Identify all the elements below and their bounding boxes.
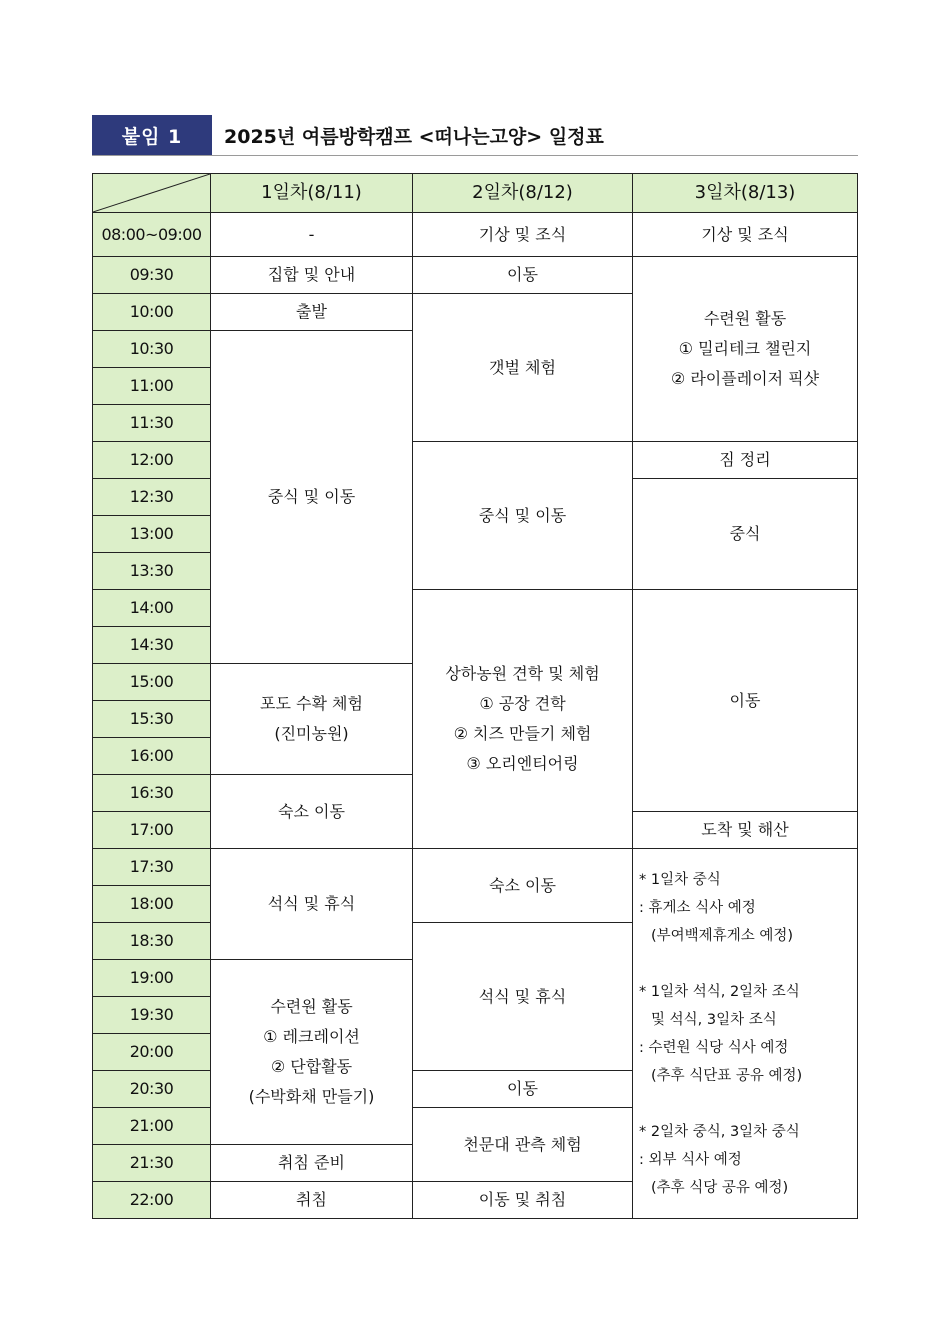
note-line: (추후 식당 공유 예정): [651, 1179, 789, 1196]
time-cell: 17:00: [93, 812, 211, 849]
event-cell: 석식 및 휴식: [413, 923, 633, 1071]
note-line: : 외부 식사 예정: [639, 1151, 742, 1168]
event-cell: 갯벌 체험: [413, 294, 633, 442]
time-cell: 16:30: [93, 775, 211, 812]
time-cell: 08:00~09:00: [93, 213, 211, 257]
event-cell: 중식 및 이동: [413, 442, 633, 590]
note-line: (추후 식단표 공유 예정): [651, 1067, 803, 1084]
time-cell: 13:30: [93, 553, 211, 590]
time-cell: 11:00: [93, 368, 211, 405]
event-cell: 취침: [211, 1182, 413, 1219]
time-cell: 22:00: [93, 1182, 211, 1219]
note-line: * 1일차 석식, 2일차 조식: [639, 983, 800, 1000]
time-cell: 19:30: [93, 997, 211, 1034]
note-line: * 1일차 중식: [639, 871, 721, 888]
event-cell: 짐 정리: [633, 442, 858, 479]
time-cell: 21:30: [93, 1145, 211, 1182]
note-line: 및 석식, 3일차 조식: [651, 1011, 777, 1028]
event-cell: 이동 및 취침: [413, 1182, 633, 1219]
meal-notes: [633, 849, 858, 1219]
note-line: : 수련원 식당 식사 예정: [639, 1039, 789, 1056]
event-cell: 중식 및 이동: [211, 331, 413, 664]
time-cell: 16:00: [93, 738, 211, 775]
time-cell: 20:30: [93, 1071, 211, 1108]
event-cell: 수련원 활동 ① 밀리테크 챌린지 ② 라이플레이저 픽샷: [633, 257, 858, 442]
time-cell: 20:00: [93, 1034, 211, 1071]
time-cell: 12:30: [93, 479, 211, 516]
event-cell: 숙소 이동: [211, 775, 413, 849]
time-cell: 15:00: [93, 664, 211, 701]
time-cell: 14:00: [93, 590, 211, 627]
event-cell: 기상 및 조식: [633, 213, 858, 257]
corner-cell: [93, 174, 211, 213]
document-header: [92, 115, 858, 156]
event-cell: 중식: [633, 479, 858, 590]
note-line: (부여백제휴게소 예정): [651, 927, 793, 944]
event-cell: 수련원 활동 ① 레크레이션 ② 단합활동 (수박화채 만들기): [211, 960, 413, 1145]
time-cell: 14:30: [93, 627, 211, 664]
note-line: : 휴게소 식사 예정: [639, 899, 756, 916]
time-cell: 19:00: [93, 960, 211, 997]
page-title: 2025년 여름방학캠프 <떠나는고양> 일정표: [224, 125, 604, 148]
time-cell: 15:30: [93, 701, 211, 738]
event-cell: 출발: [211, 294, 413, 331]
time-cell: 10:00: [93, 294, 211, 331]
event-cell: 이동: [633, 590, 858, 812]
event-cell: -: [211, 213, 413, 257]
event-cell: 천문대 관측 체험: [413, 1108, 633, 1182]
event-cell: 석식 및 휴식: [211, 849, 413, 960]
event-cell: 이동: [413, 257, 633, 294]
time-cell: 21:00: [93, 1108, 211, 1145]
time-cell: 10:30: [93, 331, 211, 368]
time-cell: 09:30: [93, 257, 211, 294]
day-header: 3일차(8/13): [633, 174, 858, 213]
time-cell: 11:30: [93, 405, 211, 442]
event-cell: 숙소 이동: [413, 849, 633, 923]
time-cell: 18:30: [93, 923, 211, 960]
event-cell: 기상 및 조식: [413, 213, 633, 257]
event-cell: 도착 및 해산: [633, 812, 858, 849]
day-header: 2일차(8/12): [413, 174, 633, 213]
time-cell: 18:00: [93, 886, 211, 923]
time-cell: 13:00: [93, 516, 211, 553]
event-cell: 집합 및 안내: [211, 257, 413, 294]
attachment-badge: 붙임 1: [92, 115, 212, 155]
event-cell: 취침 준비: [211, 1145, 413, 1182]
note-line: * 2일차 중식, 3일차 중식: [639, 1123, 800, 1140]
event-cell: 포도 수확 체험 (진미농원): [211, 664, 413, 775]
event-cell: 이동: [413, 1071, 633, 1108]
event-cell: 상하농원 견학 및 체험 ① 공장 견학 ② 치즈 만들기 체험 ③ 오리엔티어링: [413, 590, 633, 849]
time-cell: 17:30: [93, 849, 211, 886]
diagonal-divider: [93, 174, 210, 212]
day-header: 1일차(8/11): [211, 174, 413, 213]
schedule-table: [92, 173, 858, 1219]
time-cell: 12:00: [93, 442, 211, 479]
